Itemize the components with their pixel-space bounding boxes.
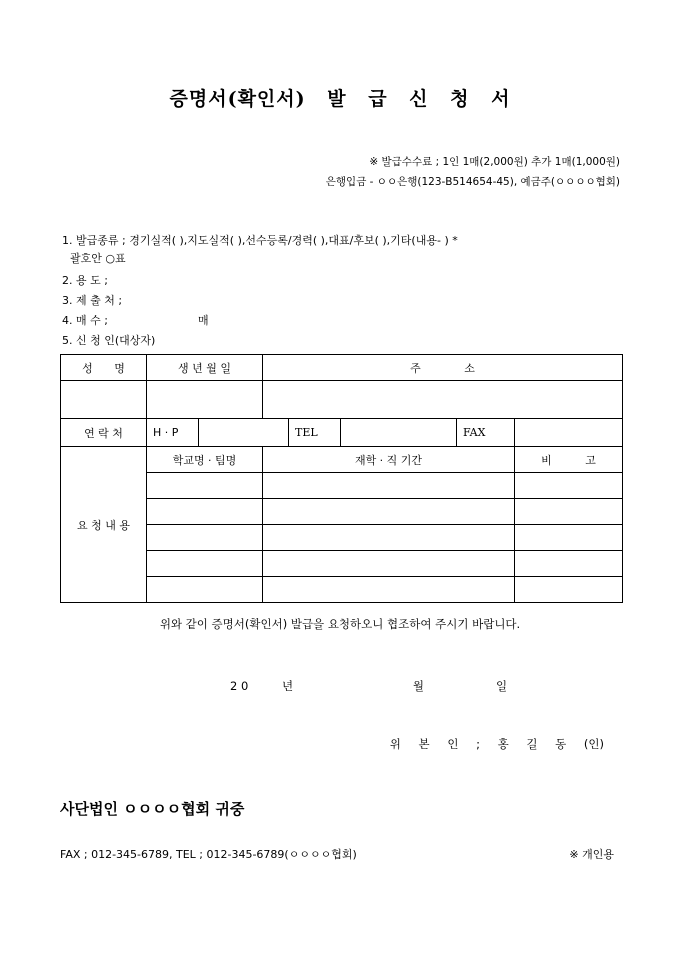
issue-kind-line: 1. 발급종류 ; 경기실적( ),지도실적( ),선수등록/경력( ),대표/후보( ),기타(내용- ) * xyxy=(62,234,458,247)
purpose-line: 2. 용 도 ; xyxy=(62,274,108,287)
applicant-heading: 5. 신 청 인(대상자) xyxy=(62,334,156,347)
date-year-label: 년 xyxy=(282,679,294,693)
tel-label: TEL xyxy=(289,419,341,447)
date-month-label: 월 xyxy=(412,679,424,693)
tel-cell[interactable] xyxy=(341,419,457,447)
contact-info: FAX ; 012-345-6789, TEL ; 012-345-6789(ㅇㅇㅇㅇ협회) xyxy=(60,848,357,861)
date-year: 2 0 xyxy=(230,679,249,693)
school-cell[interactable] xyxy=(147,551,263,577)
hp-label: H · P xyxy=(147,419,199,447)
fax-cell[interactable] xyxy=(515,419,623,447)
request-header: 요 청 내 용 xyxy=(61,447,147,603)
name-cell[interactable] xyxy=(61,381,147,419)
application-table xyxy=(60,354,623,603)
note-cell[interactable] xyxy=(515,525,623,551)
period-cell[interactable] xyxy=(263,499,515,525)
birth-cell[interactable] xyxy=(147,381,263,419)
period-cell[interactable] xyxy=(263,473,515,499)
submit-to-line: 3. 제 출 처 ; xyxy=(62,294,123,307)
fax-label: FAX xyxy=(457,419,515,447)
school-cell[interactable] xyxy=(147,577,263,603)
period-cell[interactable] xyxy=(263,577,515,603)
note-header: 비 고 xyxy=(515,447,623,473)
fee-notice: ※ 발급수수료 ; 1인 1매(2,000원) 추가 1매(1,000원) xyxy=(369,156,620,168)
recipient-organization: 사단법인 ㅇㅇㅇㅇ협회 귀중 xyxy=(60,800,245,818)
period-cell[interactable] xyxy=(263,525,515,551)
address-cell[interactable] xyxy=(263,381,623,419)
request-statement: 위와 같이 증명서(확인서) 발급을 요청하오니 협조하여 주시기 바랍니다. xyxy=(159,617,521,631)
school-cell[interactable] xyxy=(147,473,263,499)
period-cell[interactable] xyxy=(263,551,515,577)
school-header: 학교명 · 팀명 xyxy=(147,447,263,473)
personal-use-note: ※ 개인용 xyxy=(569,848,614,861)
address-header: 주 소 xyxy=(263,355,623,381)
document-title: 증명서(확인서) 발 급 신 청 서 xyxy=(169,88,511,110)
note-cell[interactable] xyxy=(515,577,623,603)
hp-cell[interactable] xyxy=(199,419,289,447)
date-day-label: 일 xyxy=(496,679,508,693)
note-cell[interactable] xyxy=(515,473,623,499)
count-line: 4. 매 수 ; xyxy=(62,314,108,327)
note-cell[interactable] xyxy=(515,551,623,577)
period-header: 재학 · 직 기간 xyxy=(263,447,515,473)
applicant-signature: 위 본 인 ; 홍 길 동 (인) xyxy=(389,737,604,751)
contact-header: 연 락 처 xyxy=(61,419,147,447)
count-unit: 매 xyxy=(198,314,209,327)
school-cell[interactable] xyxy=(147,525,263,551)
bank-info: 은행입금 - ㅇㅇ은행(123-B514654-45), 예금주(ㅇㅇㅇㅇ협회) xyxy=(325,176,620,188)
school-cell[interactable] xyxy=(147,499,263,525)
note-cell[interactable] xyxy=(515,499,623,525)
date-line xyxy=(230,678,516,694)
issue-kind-note: 괄호안 ○표 xyxy=(70,252,126,265)
name-header: 성 명 xyxy=(61,355,147,381)
birth-header: 생 년 월 일 xyxy=(147,355,263,381)
